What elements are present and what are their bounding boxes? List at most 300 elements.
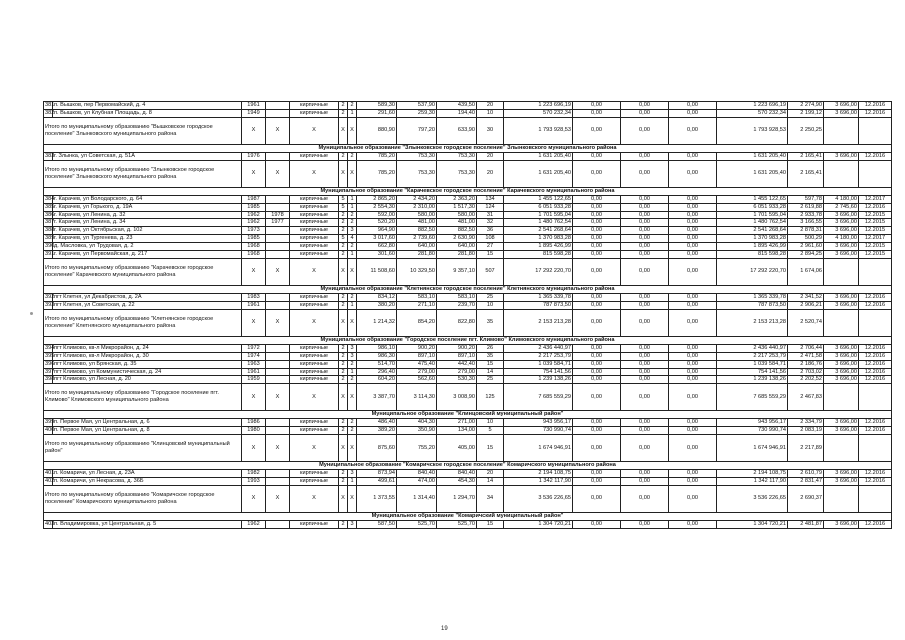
- year-reconstructed-cell: [266, 478, 290, 486]
- floors-cell: 2: [339, 427, 348, 435]
- entrances-cell: 2: [348, 293, 357, 301]
- residents-cell: 10: [477, 419, 504, 427]
- fund-cell: 0,00: [669, 243, 717, 251]
- year-reconstructed-cell: [266, 470, 290, 478]
- wall-material-cell: кирпичные: [290, 478, 339, 486]
- entrances-cell: 2: [348, 427, 357, 435]
- residents-cell: 20: [477, 152, 504, 160]
- year-built-cell: 1961: [242, 368, 266, 376]
- floors-cell: 2: [339, 360, 348, 368]
- unit-cost-cell: 2 186,76: [788, 360, 824, 368]
- residents-cell: 10: [477, 301, 504, 309]
- x-mark: X: [266, 117, 290, 144]
- total-cost-cell: 943 956,17: [504, 419, 573, 427]
- owner-funds-cell: 6 051 933,28: [717, 203, 788, 211]
- residents-cell: 30: [477, 117, 504, 144]
- total-area-cell: 604,20: [357, 376, 397, 384]
- max-unit-cost-cell: 3 696,00: [824, 478, 859, 486]
- owner-funds-cell: 1 223 696,19: [717, 102, 788, 110]
- row-number: 382: [45, 109, 55, 116]
- total-cost-cell: 1 701 595,04: [504, 211, 573, 219]
- subtotal-label: Итого по муниципальному образованию "Комаричское городское поселение" Комаричского муниципального района: [44, 485, 242, 512]
- owner-funds-cell: 943 956,17: [717, 419, 788, 427]
- unit-cost-cell: 2 831,47: [788, 478, 824, 486]
- table-row: [44, 109, 892, 117]
- fund-cell: 0,00: [669, 470, 717, 478]
- year-built-cell: 1976: [242, 152, 266, 160]
- total-cost-cell: 2 436 440,97: [504, 344, 573, 352]
- residents-cell: 15: [477, 520, 504, 528]
- entrances-cell: 1: [348, 109, 357, 117]
- premises-area-cell: 1 314,40: [397, 485, 437, 512]
- entrances-cell: 4: [348, 235, 357, 243]
- table-row: [44, 360, 892, 368]
- total-cost-cell: 570 232,34: [504, 109, 573, 117]
- table-row: [44, 478, 892, 486]
- total-cost-cell: 7 685 559,29: [504, 384, 573, 411]
- x-mark: X: [348, 117, 357, 144]
- address-cell: п. Владимировка, ул Центральная, д. 5: [53, 520, 242, 528]
- year-reconstructed-cell: [266, 102, 290, 110]
- x-mark: X: [242, 384, 266, 411]
- total-area-cell: 1 214,32: [357, 309, 397, 336]
- table-row: [44, 352, 892, 360]
- unit-cost-cell: 3 166,55: [788, 219, 824, 227]
- wall-material-cell: кирпичные: [290, 102, 339, 110]
- fund-cell: 0,00: [573, 309, 621, 336]
- year-built-cell: 1973: [242, 227, 266, 235]
- max-unit-cost-cell: 3 696,00: [824, 227, 859, 235]
- total-area-cell: 520,20: [357, 219, 397, 227]
- unit-cost-cell: 2 481,87: [788, 520, 824, 528]
- total-area-cell: 964,90: [357, 227, 397, 235]
- address-cell: п. Первое Мая, ул Центральная, д. 8: [53, 427, 242, 435]
- x-mark: X: [290, 435, 339, 462]
- year-built-cell: 1959: [242, 376, 266, 384]
- year-built-cell: 1974: [242, 352, 266, 360]
- entrances-cell: 3: [348, 352, 357, 360]
- max-unit-cost-cell: 3 696,00: [824, 102, 859, 110]
- wall-material-cell: кирпичные: [290, 243, 339, 251]
- total-area-cell: 296,40: [357, 368, 397, 376]
- residential-area-cell: 633,90: [437, 117, 477, 144]
- unit-cost-cell: 1 674,06: [788, 258, 824, 285]
- residents-cell: 134: [477, 195, 504, 203]
- premises-area-cell: 753,30: [397, 152, 437, 160]
- fund-cell: 0,00: [621, 117, 669, 144]
- subtotal-row: [44, 435, 892, 462]
- year-reconstructed-cell: [266, 152, 290, 160]
- table-row: [44, 470, 892, 478]
- total-cost-cell: 1 304 720,21: [504, 520, 573, 528]
- owner-funds-cell: 17 292 220,70: [717, 258, 788, 285]
- address-cell: п. Вышков, ул Клубная Площадь, д. 8: [53, 109, 242, 117]
- residential-area-cell: 1 294,70: [437, 485, 477, 512]
- subtotal-label: Итого по муниципальному образованию "Вышковское городское поселение" Злынковского муниципального района: [44, 117, 242, 144]
- section-title: Муниципальное образование "Карачевское городское поселение" Карачевского муниципального района: [44, 187, 892, 195]
- x-mark: X: [339, 258, 348, 285]
- x-mark: X: [242, 160, 266, 187]
- row-number: 391: [45, 251, 55, 258]
- fund-cell: 0,00: [621, 520, 669, 528]
- fund-cell: 0,00: [621, 427, 669, 435]
- residents-cell: 34: [477, 485, 504, 512]
- residents-cell: 20: [477, 160, 504, 187]
- fund-cell: 0,00: [669, 160, 717, 187]
- premises-area-cell: 279,00: [397, 368, 437, 376]
- total-area-cell: 514,70: [357, 360, 397, 368]
- housing-register-table: [43, 101, 892, 529]
- section-header-row: [44, 462, 892, 470]
- year-reconstructed-cell: [266, 243, 290, 251]
- max-unit-cost-cell: 3 696,00: [824, 470, 859, 478]
- x-mark: X: [266, 485, 290, 512]
- premises-area-cell: 475,40: [397, 360, 437, 368]
- fund-cell: 0,00: [669, 419, 717, 427]
- year-reconstructed-cell: [266, 376, 290, 384]
- residents-cell: 15: [477, 251, 504, 259]
- fund-cell: 0,00: [573, 109, 621, 117]
- year-built-cell: 1987: [242, 195, 266, 203]
- empty-cell: [824, 384, 859, 411]
- address-cell: пгт Клетня, ул Декабристов, д. 2А: [53, 293, 242, 301]
- table-row: [44, 368, 892, 376]
- fund-cell: 0,00: [669, 376, 717, 384]
- max-unit-cost-cell: 3 696,00: [824, 352, 859, 360]
- residential-area-cell: 279,00: [437, 368, 477, 376]
- premises-area-cell: 900,20: [397, 344, 437, 352]
- year-reconstructed-cell: [266, 203, 290, 211]
- owner-funds-cell: 1 304 720,21: [717, 520, 788, 528]
- residential-area-cell: 239,70: [437, 301, 477, 309]
- deadline-cell: 12.2015: [859, 211, 892, 219]
- empty-cell: [824, 485, 859, 512]
- row-number: 403: [45, 520, 55, 527]
- entrances-cell: 2: [348, 219, 357, 227]
- wall-material-cell: кирпичные: [290, 293, 339, 301]
- premises-area-cell: 281,80: [397, 251, 437, 259]
- entrances-cell: 1: [348, 195, 357, 203]
- year-reconstructed-cell: [266, 251, 290, 259]
- owner-funds-cell: 2 194 108,75: [717, 470, 788, 478]
- address-cell: г. Карачев, ул Тургенева, д. 23: [53, 235, 242, 243]
- row-number: 400: [45, 427, 55, 434]
- owner-funds-cell: 1 631 205,40: [717, 160, 788, 187]
- row-number: 395: [45, 352, 55, 359]
- floors-cell: 2: [339, 478, 348, 486]
- fund-cell: 0,00: [621, 195, 669, 203]
- section-header-row: [44, 512, 892, 520]
- year-reconstructed-cell: [266, 195, 290, 203]
- fund-cell: 0,00: [573, 152, 621, 160]
- owner-funds-cell: 754 141,56: [717, 368, 788, 376]
- deadline-cell: 12.2017: [859, 235, 892, 243]
- year-built-cell: 1986: [242, 419, 266, 427]
- address-cell: пгт Климово, кв-л Микрорайон, д. 30: [53, 352, 242, 360]
- fund-cell: 0,00: [621, 251, 669, 259]
- total-area-cell: 380,20: [357, 301, 397, 309]
- x-mark: X: [339, 117, 348, 144]
- fund-cell: 0,00: [669, 427, 717, 435]
- address-cell: г. Карачев, ул Горького, д. 19А: [53, 203, 242, 211]
- max-unit-cost-cell: 4 180,00: [824, 235, 859, 243]
- x-mark: X: [339, 435, 348, 462]
- residents-cell: 31: [477, 211, 504, 219]
- unit-cost-cell: 2 341,52: [788, 293, 824, 301]
- total-cost-cell: 3 536 226,65: [504, 485, 573, 512]
- empty-cell: [859, 384, 892, 411]
- address-cell: п. Вышков, пер Первомайский, д. 4: [53, 102, 242, 110]
- total-area-cell: 880,90: [357, 117, 397, 144]
- unit-cost-cell: 2 083,19: [788, 427, 824, 435]
- max-unit-cost-cell: 3 696,00: [824, 419, 859, 427]
- deadline-cell: 12.2016: [859, 352, 892, 360]
- residential-area-cell: 840,40: [437, 470, 477, 478]
- x-mark: X: [339, 160, 348, 187]
- residential-area-cell: 822,80: [437, 309, 477, 336]
- wall-material-cell: кирпичные: [290, 470, 339, 478]
- fund-cell: 0,00: [669, 203, 717, 211]
- subtotal-row: [44, 384, 892, 411]
- entrances-cell: 1: [348, 251, 357, 259]
- entrances-cell: 2: [348, 243, 357, 251]
- row-number: 384: [45, 195, 55, 202]
- deadline-cell: 12.2016: [859, 419, 892, 427]
- fund-cell: 0,00: [621, 258, 669, 285]
- floors-cell: 2: [339, 368, 348, 376]
- floors-cell: 2: [339, 293, 348, 301]
- row-number: 381: [45, 102, 55, 108]
- residents-cell: 35: [477, 352, 504, 360]
- empty-cell: [859, 435, 892, 462]
- total-cost-cell: 1 674 946,91: [504, 435, 573, 462]
- unit-cost-cell: 2 906,21: [788, 301, 824, 309]
- table-row: [44, 195, 892, 203]
- x-mark: X: [266, 309, 290, 336]
- total-area-cell: 587,50: [357, 520, 397, 528]
- year-built-cell: 1993: [242, 478, 266, 486]
- fund-cell: 0,00: [669, 109, 717, 117]
- fund-cell: 0,00: [621, 344, 669, 352]
- total-cost-cell: 1 480 762,54: [504, 219, 573, 227]
- fund-cell: 0,00: [669, 251, 717, 259]
- unit-cost-cell: 2 199,12: [788, 109, 824, 117]
- fund-cell: 0,00: [573, 117, 621, 144]
- total-cost-cell: 754 141,56: [504, 368, 573, 376]
- year-built-cell: 1961: [242, 301, 266, 309]
- address-cell: г. Карачев, ул Володарского, д. 64: [53, 195, 242, 203]
- fund-cell: 0,00: [669, 485, 717, 512]
- address-cell: пгт Климово, ул Коммунистическая, д. 24: [53, 368, 242, 376]
- total-cost-cell: 1 039 584,71: [504, 360, 573, 368]
- residential-area-cell: 134,00: [437, 427, 477, 435]
- x-mark: X: [339, 309, 348, 336]
- max-unit-cost-cell: 3 696,00: [824, 251, 859, 259]
- empty-cell: [859, 309, 892, 336]
- x-mark: X: [242, 435, 266, 462]
- residents-cell: 36: [477, 227, 504, 235]
- address-cell: г. Злынка, ул Советская, д. 51А: [53, 152, 242, 160]
- address-cell: д. Масловка, ул Трудовая, д. 2: [53, 243, 242, 251]
- residential-area-cell: 882,50: [437, 227, 477, 235]
- address-cell: пгт Климово, кв-л Микрорайон, д. 24: [53, 344, 242, 352]
- fund-cell: 0,00: [669, 301, 717, 309]
- premises-area-cell: 854,20: [397, 309, 437, 336]
- max-unit-cost-cell: 3 696,00: [824, 243, 859, 251]
- fund-cell: 0,00: [621, 309, 669, 336]
- owner-funds-cell: 7 685 559,29: [717, 384, 788, 411]
- wall-material-cell: кирпичные: [290, 235, 339, 243]
- max-unit-cost-cell: 3 696,00: [824, 219, 859, 227]
- floors-cell: 2: [339, 251, 348, 259]
- table-row: [44, 301, 892, 309]
- max-unit-cost-cell: 3 696,00: [824, 344, 859, 352]
- residential-area-cell: 753,30: [437, 152, 477, 160]
- floors-cell: 2: [339, 219, 348, 227]
- fund-cell: 0,00: [573, 258, 621, 285]
- fund-cell: 0,00: [621, 478, 669, 486]
- premises-area-cell: 481,00: [397, 219, 437, 227]
- premises-area-cell: 404,30: [397, 419, 437, 427]
- floors-cell: 5: [339, 235, 348, 243]
- unit-cost-cell: 500,29: [788, 235, 824, 243]
- row-number: 396: [45, 360, 55, 367]
- owner-funds-cell: 570 232,34: [717, 109, 788, 117]
- premises-area-cell: 882,50: [397, 227, 437, 235]
- residential-area-cell: 2 363,20: [437, 195, 477, 203]
- fund-cell: 0,00: [669, 352, 717, 360]
- wall-material-cell: кирпичные: [290, 195, 339, 203]
- unit-cost-cell: 2 690,37: [788, 485, 824, 512]
- deadline-cell: 12.2016: [859, 203, 892, 211]
- total-cost-cell: 1 370 983,28: [504, 235, 573, 243]
- fund-cell: 0,00: [621, 243, 669, 251]
- residents-cell: 27: [477, 243, 504, 251]
- row-number: 401: [45, 470, 55, 477]
- total-cost-cell: 1 223 696,19: [504, 102, 573, 110]
- total-area-cell: 785,20: [357, 152, 397, 160]
- fund-cell: 0,00: [573, 384, 621, 411]
- subtotal-row: [44, 160, 892, 187]
- address-cell: г. Карачев, ул Октябрьская, д. 102: [53, 227, 242, 235]
- floors-cell: 2: [339, 227, 348, 235]
- row-number: 399: [45, 419, 55, 426]
- wall-material-cell: кирпичные: [290, 301, 339, 309]
- total-cost-cell: 2 194 108,75: [504, 470, 573, 478]
- x-mark: X: [348, 485, 357, 512]
- entrances-cell: 3: [348, 227, 357, 235]
- year-reconstructed-cell: [266, 520, 290, 528]
- residential-area-cell: 640,00: [437, 243, 477, 251]
- fund-cell: 0,00: [573, 376, 621, 384]
- total-area-cell: 486,40: [357, 419, 397, 427]
- max-unit-cost-cell: 3 696,00: [824, 109, 859, 117]
- row-number: 383: [45, 152, 55, 159]
- total-area-cell: 875,60: [357, 435, 397, 462]
- max-unit-cost-cell: 3 696,00: [824, 427, 859, 435]
- fund-cell: 0,00: [573, 427, 621, 435]
- address-cell: п. Комаричи, ул Некрасова, д. 36Б: [53, 478, 242, 486]
- year-reconstructed-cell: [266, 344, 290, 352]
- entrances-cell: 2: [348, 376, 357, 384]
- owner-funds-cell: 1 370 983,28: [717, 235, 788, 243]
- year-reconstructed-cell: [266, 360, 290, 368]
- entrances-cell: 2: [348, 102, 357, 110]
- empty-cell: [859, 258, 892, 285]
- fund-cell: 0,00: [621, 235, 669, 243]
- section-header-row: [44, 144, 892, 152]
- residential-area-cell: 530,30: [437, 376, 477, 384]
- deadline-cell: 12.2015: [859, 219, 892, 227]
- total-cost-cell: 1 342 117,90: [504, 478, 573, 486]
- year-reconstructed-cell: 1978: [266, 211, 290, 219]
- residents-cell: 124: [477, 203, 504, 211]
- premises-area-cell: 583,10: [397, 293, 437, 301]
- deadline-cell: 12.2015: [859, 227, 892, 235]
- address-cell: пгт Климово, ул Лесная, д. 20: [53, 376, 242, 384]
- deadline-cell: 12.2016: [859, 152, 892, 160]
- section-header-row: [44, 285, 892, 293]
- premises-area-cell: 2 434,20: [397, 195, 437, 203]
- x-mark: X: [348, 160, 357, 187]
- fund-cell: 0,00: [621, 470, 669, 478]
- year-built-cell: 1985: [242, 203, 266, 211]
- entrances-cell: 3: [348, 344, 357, 352]
- x-mark: X: [339, 384, 348, 411]
- fund-cell: 0,00: [573, 219, 621, 227]
- empty-cell: [859, 117, 892, 144]
- year-reconstructed-cell: [266, 427, 290, 435]
- table-row: [44, 235, 892, 243]
- residents-cell: 20: [477, 102, 504, 110]
- owner-funds-cell: 1 674 946,91: [717, 435, 788, 462]
- x-mark: X: [290, 485, 339, 512]
- residential-area-cell: 405,00: [437, 435, 477, 462]
- total-area-cell: 2 865,20: [357, 195, 397, 203]
- owner-funds-cell: 2 541 268,64: [717, 227, 788, 235]
- total-area-cell: 389,20: [357, 427, 397, 435]
- fund-cell: 0,00: [573, 485, 621, 512]
- fund-cell: 0,00: [573, 243, 621, 251]
- entrances-cell: 2: [348, 211, 357, 219]
- fund-cell: 0,00: [573, 227, 621, 235]
- total-area-cell: 3 017,60: [357, 235, 397, 243]
- total-area-cell: 11 508,60: [357, 258, 397, 285]
- fund-cell: 0,00: [573, 251, 621, 259]
- x-mark: X: [266, 160, 290, 187]
- empty-cell: [824, 160, 859, 187]
- page-number: 19: [441, 626, 448, 632]
- fund-cell: 0,00: [669, 219, 717, 227]
- premises-area-cell: 3 114,30: [397, 384, 437, 411]
- empty-cell: [859, 160, 892, 187]
- fund-cell: 0,00: [573, 419, 621, 427]
- fund-cell: 0,00: [621, 152, 669, 160]
- fund-cell: 0,00: [669, 152, 717, 160]
- max-unit-cost-cell: 3 696,00: [824, 152, 859, 160]
- subtotal-label: Итого по муниципальному образованию "Клетнянское городское поселение" Клетнянского муниципального района: [44, 309, 242, 336]
- deadline-cell: 12.2016: [859, 102, 892, 110]
- fund-cell: 0,00: [669, 235, 717, 243]
- x-mark: X: [242, 258, 266, 285]
- max-unit-cost-cell: 3 696,00: [824, 301, 859, 309]
- owner-funds-cell: 1 701 595,04: [717, 211, 788, 219]
- residential-area-cell: 271,00: [437, 419, 477, 427]
- premises-area-cell: 259,30: [397, 109, 437, 117]
- deadline-cell: 12.2015: [859, 243, 892, 251]
- owner-funds-cell: 3 536 226,65: [717, 485, 788, 512]
- owner-funds-cell: 1 480 762,54: [717, 219, 788, 227]
